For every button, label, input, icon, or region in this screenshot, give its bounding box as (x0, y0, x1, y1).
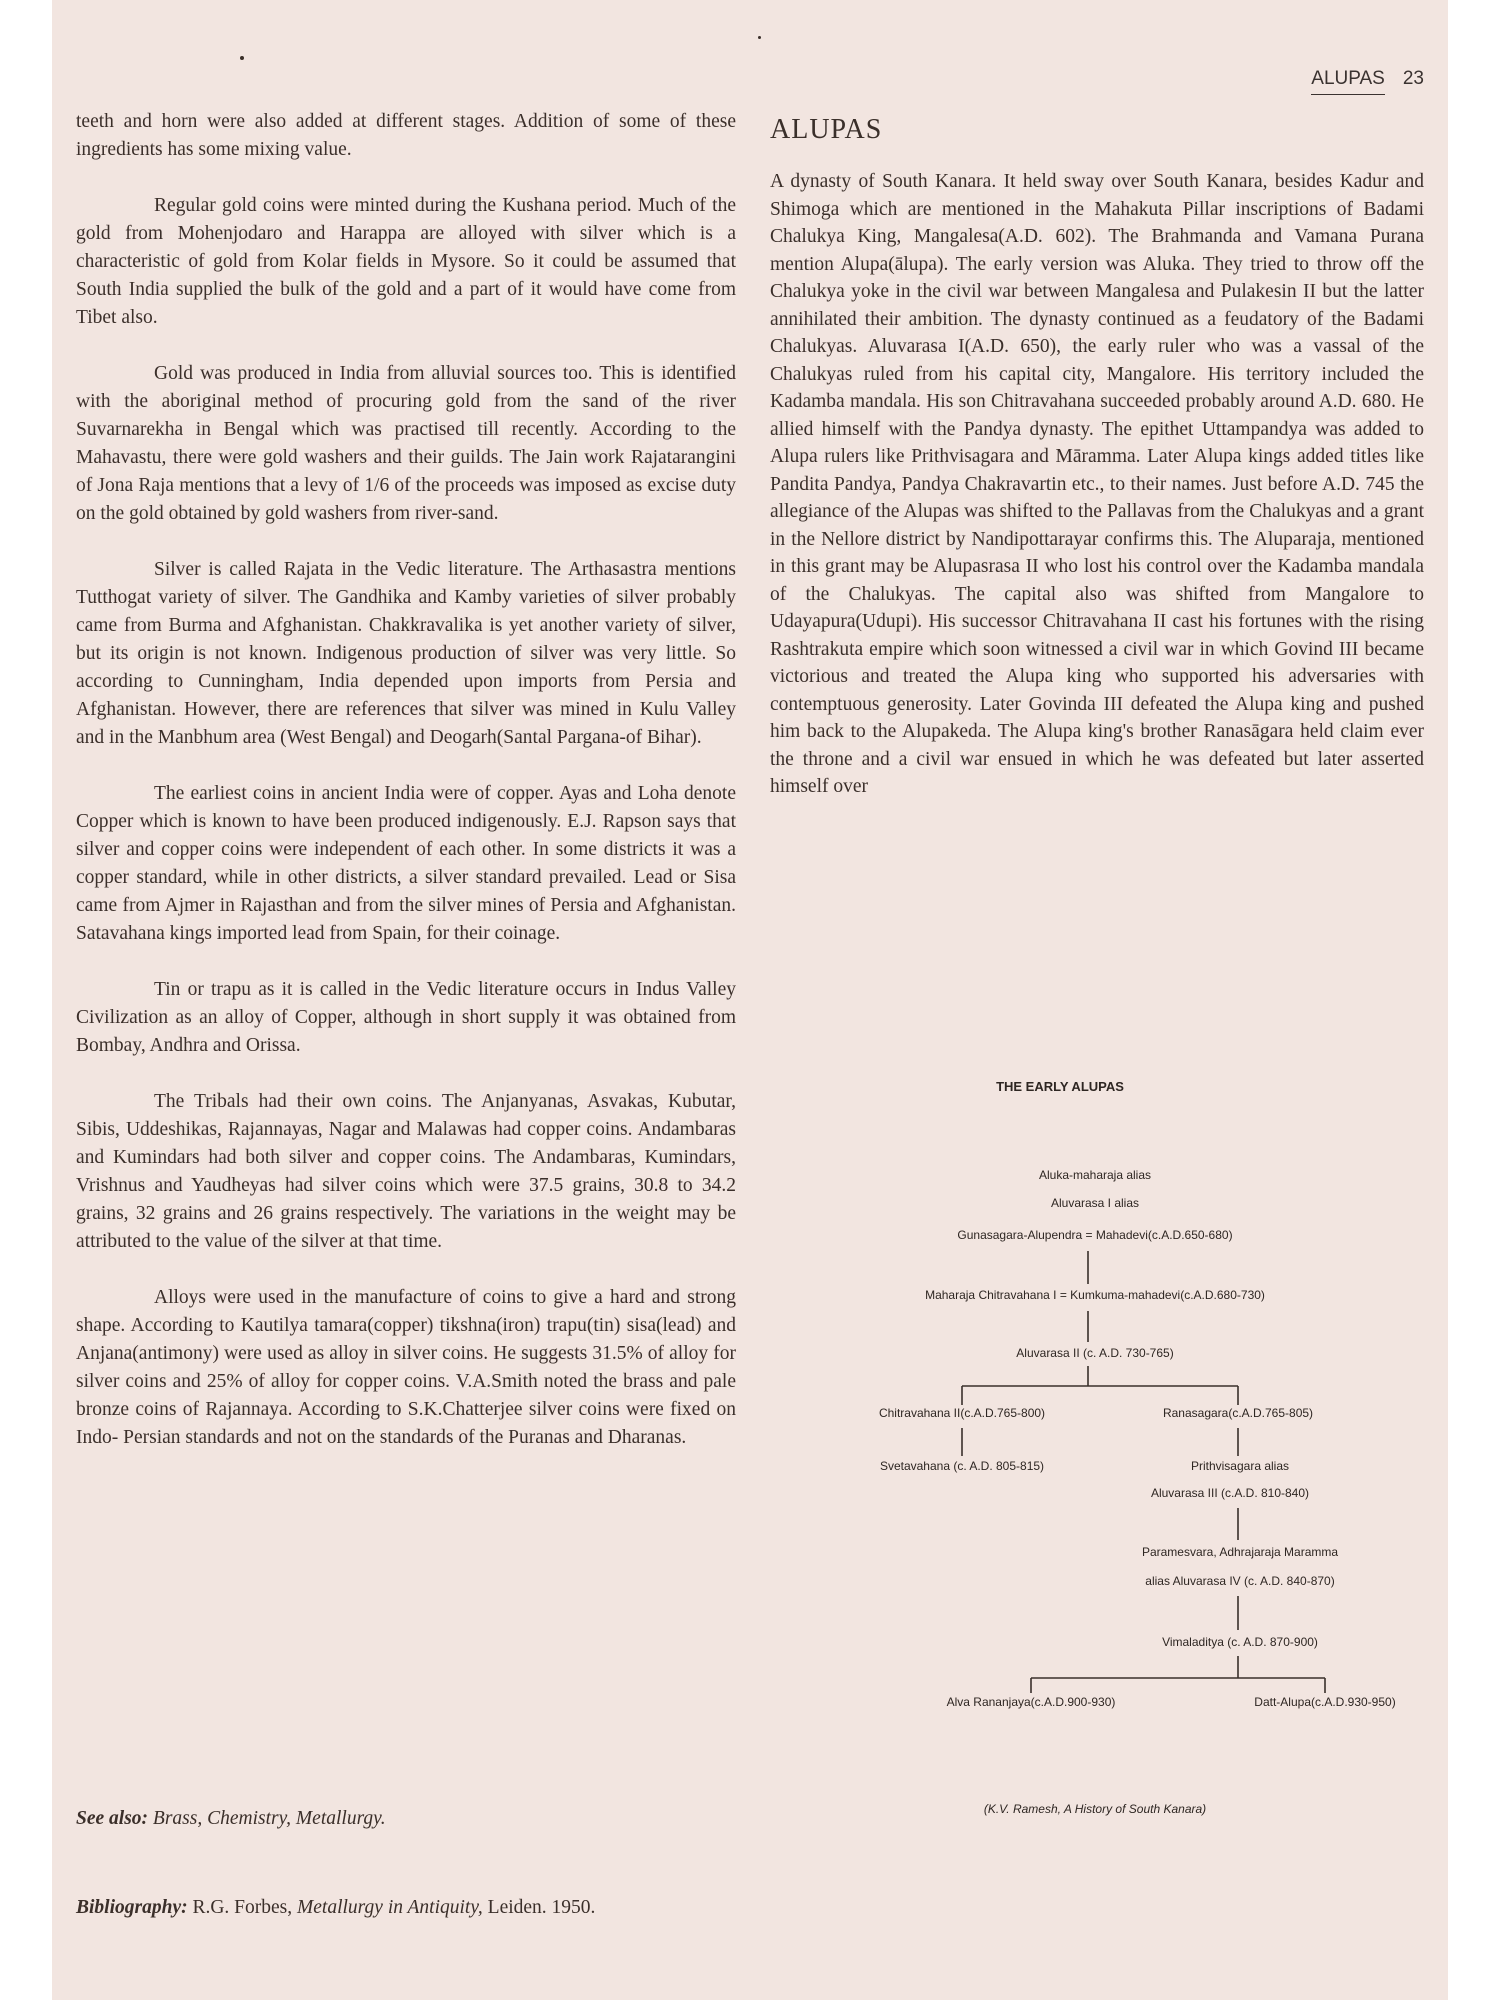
running-head-title: ALUPAS (1311, 68, 1385, 95)
tree-source: (K.V. Ramesh, A History of South Kanara) (983, 1802, 1207, 1816)
paragraph: Gold was produced in India from alluvial sources too. This is identified with the aboriginal method of procuring gold from the sand of the river Suvarnarekha in Bengal which was practised till recently. According to the Mahavastu, there were gold washers and their guilds. The Jain work Rajatarangini of Jona Raja mentions that a levy of 1/6 of the proceeds was imposed as excise duty on the gold obtained by gold washers from river-sand. (76, 363, 736, 524)
tree-node-gen1: Aluka-maharaja alias (1038, 1168, 1152, 1182)
article-body: A dynasty of South Kanara. It held sway over South Kanara, besides Kadur and Shimoga which are mentioned in the Mahakuta Pillar inscriptions of Badami Chalukya King, Mangalesa(A.D. 602). The Brahmanda and Vamana Purana mention Alupa(ālupa). The early version was Aluka. They tried to throw off the Chalukya yoke in the civil war between Mangalesa and Pulakesin II but the latter annihilated their ambition. The dynasty continued as a feudatory of the Badami Chalukyas. Aluvarasa I(A.D. 650), the early ruler who was a vassal of the Chalukyas ruled from his capital city, Mangalore. His territory included the Kadamba mandala. His son Chitravahana succeeded probably around A.D. 680. He allied himself with the Pandya dynasty. The epithet Uttampandya was added to Alupa rulers like Prithvisagara and Māramma. Later Alupa kings added titles like Pandita Pandya, Pandya Chakravartin etc., to their names. Just before A.D. 745 the allegiance of the Alupas was shifted to the Pallavas from the Chalukyas and a grant in the Nellore district by Nandipottarayar confirms this. The Aluparaja, mentioned in this grant may be Alupasrasa II who lost his control over the Kadamba mandala of the Chalukyas. The capital also was shifted from Mangalore to Udayapura(Udupi). His successor Chitravahana II cast his fortunes with the rising Rashtrakuta empire which soon witnessed a civil war in which Govind III became victorious and treated the Alupa king who supported his adversaries with contemptuous generosity. Later Govinda III defeated the Alupa king and pushed him back to the Alupakeda. The Alupa king's brother Ranasāgara held claim ever the throne and a civil war ensued in which he was defeated but later asserted himself over (770, 171, 1424, 797)
bibliography-author: R.G. Forbes, (192, 1897, 293, 1918)
bibliography-label: Bibliography: (76, 1897, 188, 1918)
tree-node-gen7: Vimaladitya (c. A.D. 870-900) (1162, 1635, 1318, 1649)
bibliography-title: Metallurgy in Antiquity, (297, 1897, 483, 1918)
tree-node-gen1: Gunasagara-Alupendra = Mahadevi(c.A.D.650-680) (957, 1228, 1233, 1242)
tree-node-gen6: alias Aluvarasa IV (c. A.D. 840-870) (1145, 1574, 1335, 1588)
paragraph: teeth and horn were also added at different stages. Addition of some of these ingredients has some mixing value. (76, 111, 736, 160)
tree-node-gen4-left: Chitravahana II(c.A.D.765-800) (878, 1406, 1046, 1420)
page (52, 0, 1448, 2000)
family-tree (52, 0, 1448, 2000)
paragraph: The Tribals had their own coins. The Anjanyanas, Asvakas, Kubutar, Sibis, Uddeshikas, Rajannayas, Nagar and Malawas had copper coins. Andambaras and Kumindars had both silver and copper coins. The Andambaras, Kumindars, Vrishnus and Yaudheyas had silver coins which were 37.5 grains, 30.8 to 34.2 grains, 32 grains and 26 grains respectively. The variations in the weight may be attributed to the value of the silver at that time. (76, 1091, 736, 1252)
tree-node-gen8-left: Alva Rananjaya(c.A.D.900-930) (946, 1695, 1116, 1709)
tree-node-gen5-left: Svetavahana (c. A.D. 805-815) (879, 1459, 1045, 1473)
tree-node-gen5-right: Prithvisagara alias (1190, 1459, 1290, 1473)
paragraph: The earliest coins in ancient India were of copper. Ayas and Loha denote Copper which is known to have been produced indigenously. E.J. Rapson says that silver and copper coins were independent of each other. In some districts it was a copper standard, while in other districts, a silver standard prevailed. Lead or Sisa came from Ajmer in Rajasthan and from the silver mines of Persia and Afghanistan. Satavahana kings imported lead from Spain, for their coinage. (76, 783, 736, 944)
paragraph: Tin or trapu as it is called in the Vedic literature occurs in Indus Valley Civilization as an alloy of Copper, although in short supply it was obtained from Bombay, Andhra and Orissa. (76, 979, 736, 1056)
tree-node-gen2: Maharaja Chitravahana I = Kumkuma-mahadevi(c.A.D.680-730) (925, 1288, 1265, 1302)
tree-node-gen8-right: Datt-Alupa(c.A.D.930-950) (1254, 1695, 1396, 1709)
paragraph: Regular gold coins were minted during the Kushana period. Much of the gold from Mohenjodaro and Harappa are alloyed with silver which is a characteristic of gold from Kolar fields in Mysore. So it could be assumed that South India supplied the bulk of the gold and a part of it would have come from Tibet also. (76, 195, 736, 328)
tree-node-gen5-right: Aluvarasa III (c.A.D. 810-840) (1150, 1486, 1310, 1500)
page-number: 23 (1402, 68, 1424, 89)
see-also-label: See also: (76, 1808, 149, 1829)
tree-node-gen6: Paramesvara, Adhrajaraja Maramma (1141, 1545, 1339, 1559)
article-title: ALUPAS (770, 114, 883, 145)
tree-title: THE EARLY ALUPAS (996, 1079, 1124, 1094)
tree-node-gen3: Aluvarasa II (c. A.D. 730-765) (1016, 1346, 1174, 1360)
bibliography-details: Leiden. 1950. (487, 1897, 596, 1918)
tree-node-gen1: Aluvarasa I alias (1050, 1196, 1140, 1210)
paragraph: Alloys were used in the manufacture of coins to give a hard and strong shape. According to Kautilya tamara(copper) tikshna(iron) trapu(tin) sisa(lead) and Anjana(antimony) were used as alloy in silver coins. He suggests 31.5% of alloy for silver coins and 25% of alloy for copper coins. V.A.Smith noted the brass and pale bronze coins of Rajannaya. According to S.K.Chatterjee silver coins were fixed on Indo- Persian standards and not on the standards of the Puranas and Dharanas. (76, 1287, 736, 1448)
tree-node-gen4-right: Ranasagara(c.A.D.765-805) (1162, 1406, 1314, 1420)
see-also-text: Brass, Chemistry, Metallurgy. (152, 1808, 386, 1829)
paragraph: Silver is called Rajata in the Vedic literature. The Arthasastra mentions Tutthogat variety of silver. The Gandhika and Kamby varieties of silver probably came from Burma and Afghanistan. Chakkravalika is yet another variety of silver, but its origin is not known. Indigenous production of silver was very little. So according to Cunningham, India depended upon imports from Persia and Afghanistan. However, there are references that silver was mined in Kulu Valley and in the Manbhum area (West Bengal) and Deogarh(Santal Pargana-of Bihar). (76, 559, 736, 748)
